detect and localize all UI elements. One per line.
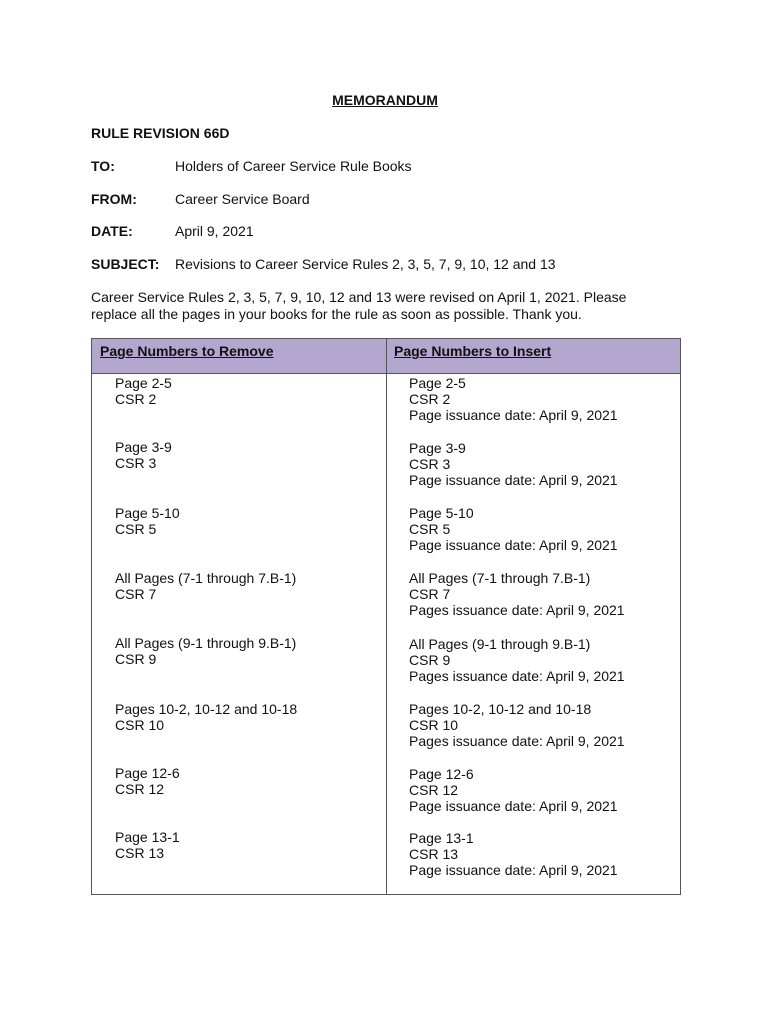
insert-pages: Page 5-10 (409, 505, 474, 521)
subject-value: Revisions to Career Service Rules 2, 3, 5, 7, 9, 10, 12 and 13 (175, 256, 556, 272)
table-row-insert-cell (409, 830, 618, 878)
table-row-insert-cell (409, 701, 625, 749)
table-row-remove-cell (115, 375, 172, 407)
table-row-remove-cell (115, 505, 180, 537)
insert-pages: Page 12-6 (409, 766, 474, 782)
insert-issuance-date: Page issuance date: April 9, 2021 (409, 407, 618, 423)
intro-paragraph: Career Service Rules 2, 3, 5, 7, 9, 10, 12 and 13 were revised on April 1, 2021. Please replace all the pages in your books for the rule as soon as possible. Thank you. (91, 289, 627, 322)
table-row-insert-cell (409, 440, 618, 488)
remove-pages: Page 2-5 (115, 375, 172, 391)
memo-title: MEMORANDUM (332, 92, 438, 108)
insert-issuance-date: Page issuance date: April 9, 2021 (409, 798, 618, 814)
subject-label: SUBJECT: (91, 256, 160, 272)
remove-csr: CSR 12 (115, 781, 165, 797)
remove-csr: CSR 10 (115, 717, 165, 733)
insert-pages: All Pages (7-1 through 7.B-1) (409, 570, 591, 586)
table-row-insert-cell (409, 375, 618, 423)
insert-csr: CSR 5 (409, 521, 451, 537)
insert-issuance-date: Page issuance date: April 9, 2021 (409, 862, 618, 878)
insert-csr: CSR 3 (409, 456, 451, 472)
insert-issuance-date: Page issuance date: April 9, 2021 (409, 472, 618, 488)
header-remove: Page Numbers to Remove (100, 343, 274, 359)
table-row-remove-cell (115, 829, 180, 861)
insert-csr: CSR 10 (409, 717, 459, 733)
revisions-table (91, 338, 681, 895)
remove-pages: Page 3-9 (115, 439, 172, 455)
table-row-insert-cell (409, 570, 625, 618)
insert-pages: Page 2-5 (409, 375, 466, 391)
date-value: April 9, 2021 (175, 223, 254, 239)
remove-csr: CSR 5 (115, 521, 157, 537)
from-label: FROM: (91, 191, 137, 207)
insert-pages: Pages 10-2, 10-12 and 10-18 (409, 701, 592, 717)
insert-issuance-date: Pages issuance date: April 9, 2021 (409, 668, 625, 684)
remove-pages: All Pages (9-1 through 9.B-1) (115, 635, 297, 651)
insert-csr: CSR 2 (409, 391, 451, 407)
insert-csr: CSR 13 (409, 846, 459, 862)
insert-issuance-date: Page issuance date: April 9, 2021 (409, 537, 618, 553)
remove-csr: CSR 2 (115, 391, 157, 407)
to-label: TO: (91, 158, 115, 174)
insert-csr: CSR 12 (409, 782, 459, 798)
insert-pages: Page 3-9 (409, 440, 466, 456)
remove-csr: CSR 9 (115, 651, 157, 667)
from-value: Career Service Board (175, 191, 310, 207)
table-row-insert-cell (409, 636, 625, 684)
insert-issuance-date: Pages issuance date: April 9, 2021 (409, 733, 625, 749)
to-value: Holders of Career Service Rule Books (175, 158, 412, 174)
insert-pages: All Pages (9-1 through 9.B-1) (409, 636, 591, 652)
remove-pages: Pages 10-2, 10-12 and 10-18 (115, 701, 298, 717)
remove-csr: CSR 7 (115, 586, 157, 602)
column-divider (386, 339, 387, 894)
date-label: DATE: (91, 223, 133, 239)
table-row-remove-cell (115, 701, 297, 733)
table-row-remove-cell (115, 635, 296, 667)
table-row-insert-cell (409, 766, 618, 814)
table-row-insert-cell (409, 505, 618, 553)
header-insert: Page Numbers to Insert (394, 343, 552, 359)
insert-pages: Page 13-1 (409, 830, 474, 846)
rule-revision-heading: RULE REVISION 66D (91, 125, 230, 141)
insert-csr: CSR 7 (409, 586, 451, 602)
insert-csr: CSR 9 (409, 652, 451, 668)
remove-csr: CSR 3 (115, 455, 157, 471)
remove-pages: Page 13-1 (115, 829, 180, 845)
remove-pages: All Pages (7-1 through 7.B-1) (115, 570, 297, 586)
remove-pages: Page 5-10 (115, 505, 180, 521)
table-row-remove-cell (115, 765, 180, 797)
table-row-remove-cell (115, 570, 296, 602)
remove-csr: CSR 13 (115, 845, 165, 861)
table-row-remove-cell (115, 439, 172, 471)
insert-issuance-date: Pages issuance date: April 9, 2021 (409, 602, 625, 618)
remove-pages: Page 12-6 (115, 765, 180, 781)
